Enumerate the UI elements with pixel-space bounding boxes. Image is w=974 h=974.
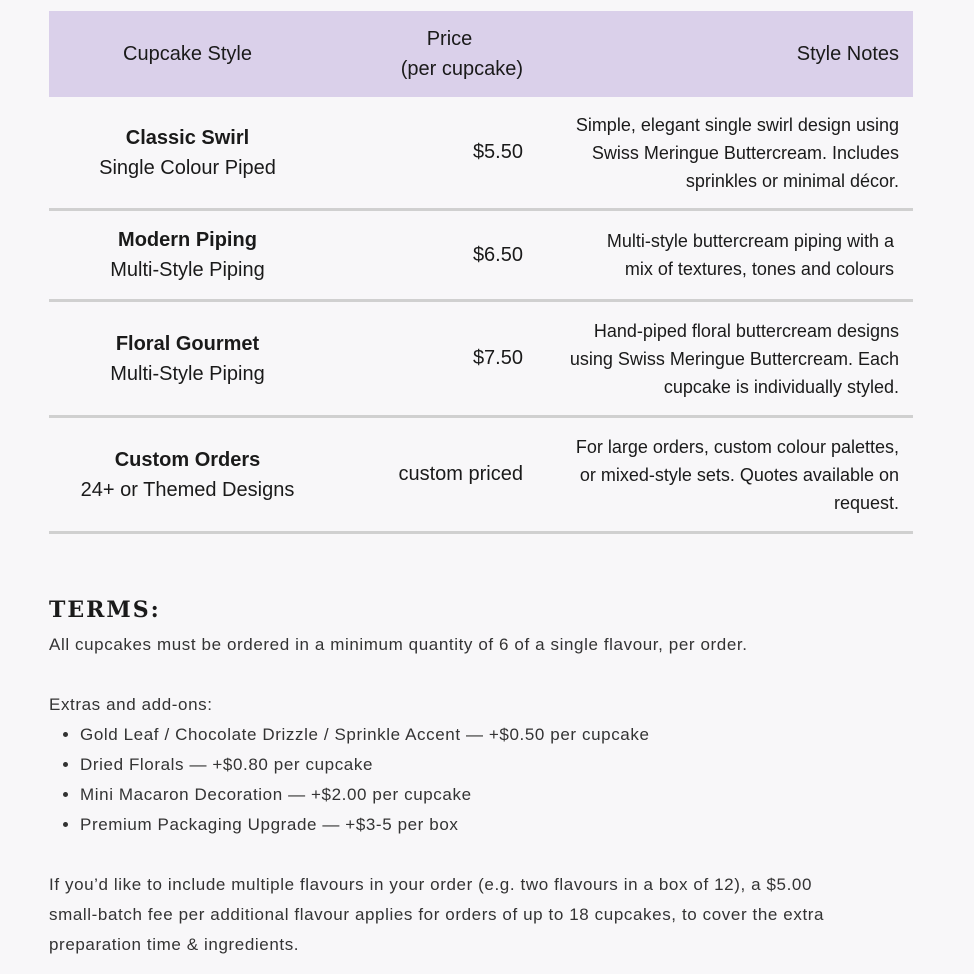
- pricing-table: [49, 11, 913, 534]
- table-row: [49, 418, 913, 534]
- style-subtitle: Single Colour Piped: [99, 156, 276, 179]
- style-subtitle: Multi-Style Piping: [110, 259, 265, 281]
- price-cell: $7.50: [472, 347, 523, 369]
- style-name: Floral Gourmet: [115, 332, 260, 355]
- style-name: Classic Swirl: [125, 126, 250, 149]
- notes-line: using Swiss Meringue Buttercream. Each: [569, 348, 899, 369]
- notes-line: request.: [833, 492, 899, 513]
- header-price-line1: Price: [426, 28, 473, 50]
- flavour-fee-line: small-batch fee per additional flavour applies for orders of up to 18 cupcakes, to cover the extra: [49, 905, 825, 924]
- notes-line: sprinkles or minimal décor.: [685, 170, 899, 191]
- flavour-fee-text: [49, 870, 929, 960]
- terms-title: TERMS:: [49, 597, 161, 623]
- table-row: [49, 302, 913, 418]
- style-notes-cell: [523, 317, 913, 401]
- price-cell: $6.50: [472, 243, 523, 266]
- price-cell: $5.50: [472, 141, 523, 163]
- style-notes-cell: [523, 227, 913, 283]
- style-subtitle: Multi-Style Piping: [110, 362, 265, 385]
- cupcake-style-cell: [49, 225, 326, 285]
- notes-line: Multi-style buttercream piping with a: [606, 231, 894, 251]
- extras-list: [49, 720, 929, 840]
- cupcake-style-cell: [49, 123, 326, 183]
- cupcake-style-cell: [49, 445, 326, 505]
- style-subtitle: 24+ or Themed Designs: [80, 478, 295, 501]
- terms-body: [49, 630, 929, 960]
- notes-line: Hand-piped floral buttercream designs: [593, 320, 899, 341]
- header-price-line2: (per cupcake): [400, 58, 523, 80]
- style-name: Modern Piping: [118, 229, 257, 251]
- table-row: [49, 211, 913, 302]
- price-cell: custom priced: [398, 463, 523, 485]
- header-cupcake-style: Cupcake Style: [123, 43, 252, 65]
- flavour-fee-line: preparation time & ingredients.: [49, 935, 300, 954]
- style-notes-cell: [523, 111, 913, 195]
- notes-line: or mixed-style sets. Quotes available on: [579, 464, 899, 485]
- flavour-fee-line: If you’d like to include multiple flavours in your order (e.g. two flavours in a box of 12), a $5.00: [49, 875, 813, 894]
- list-item: • Premium Packaging Upgrade — +$3-5 per box: [80, 810, 929, 840]
- style-notes-cell: [523, 433, 913, 517]
- cupcake-style-cell: [49, 329, 326, 389]
- list-item: • Gold Leaf / Chocolate Drizzle / Sprinkle Accent — +$0.50 per cupcake: [80, 720, 929, 750]
- header-style-notes: Style Notes: [796, 43, 899, 65]
- minimum-order-text: All cupcakes must be ordered in a minimum quantity of 6 of a single flavour, per order.: [49, 635, 748, 654]
- notes-line: Simple, elegant single swirl design using: [575, 114, 899, 135]
- list-item: • Mini Macaron Decoration — +$2.00 per cupcake: [80, 780, 929, 810]
- notes-line: mix of textures, tones and colours: [624, 259, 894, 279]
- list-item: • Dried Florals — +$0.80 per cupcake: [80, 750, 929, 780]
- extras-heading: Extras and add-ons:: [49, 695, 213, 714]
- notes-line: cupcake is individually styled.: [663, 376, 899, 397]
- table-row: [49, 97, 913, 211]
- notes-line: Swiss Meringue Buttercream. Includes: [591, 142, 899, 163]
- style-name: Custom Orders: [114, 448, 261, 471]
- notes-line: For large orders, custom colour palettes,: [575, 436, 899, 457]
- header-price: [326, 24, 523, 84]
- table-header: [49, 11, 913, 97]
